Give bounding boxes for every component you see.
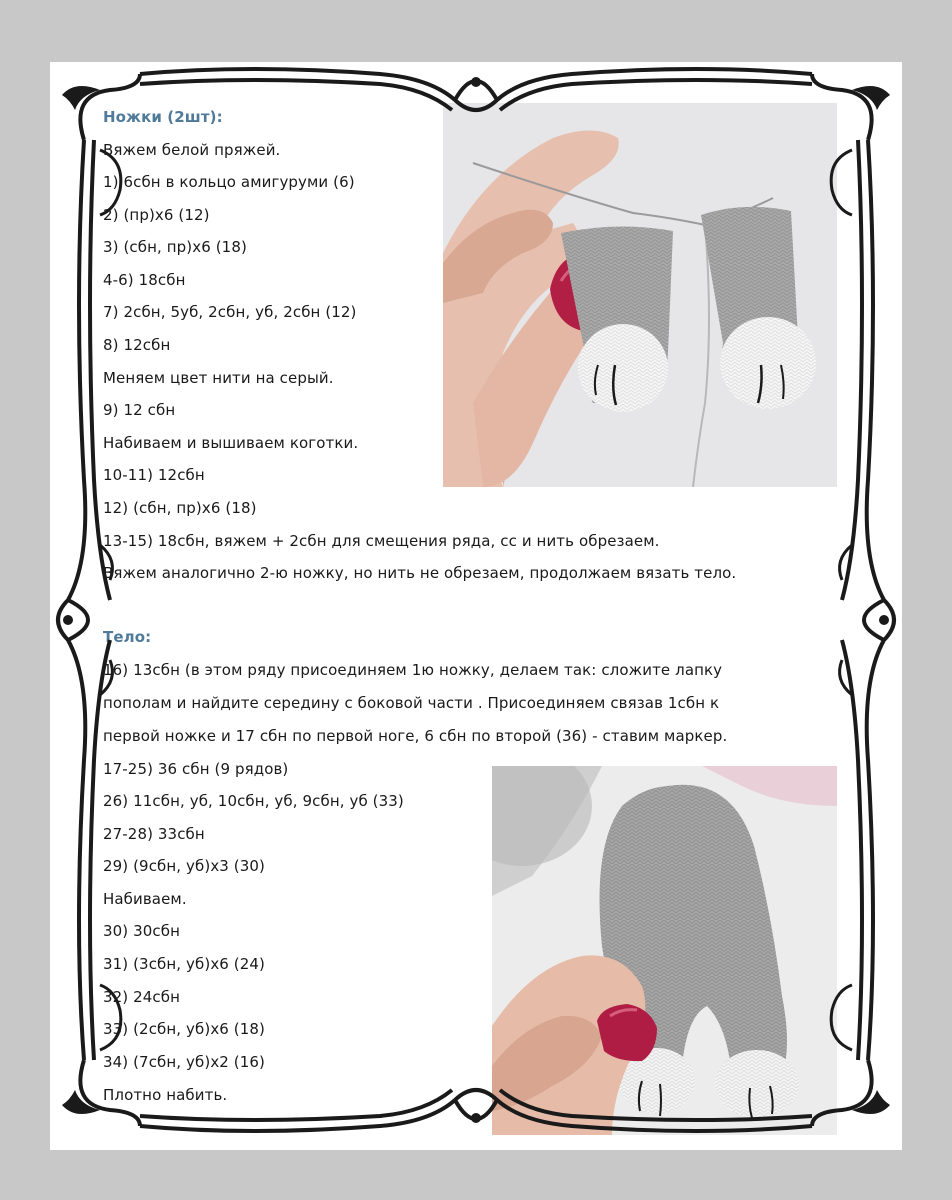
body-line: 33) (2сбн, уб)х6 (18) (103, 1020, 266, 1038)
legs-line: 1) 6сбн в кольцо амигуруми (6) (103, 173, 355, 191)
legs-line: 9) 12 сбн (103, 401, 176, 419)
legs-line: Вяжем аналогично 2-ю ножку, но нить не обрезаем, продолжаем вязать тело. (103, 564, 737, 582)
legs-line: 10-11) 12сбн (103, 466, 205, 484)
body-line: 17-25) 36 сбн (9 рядов) (103, 760, 289, 778)
body-line: 27-28) 33сбн (103, 825, 205, 843)
legs-line: 13-15) 18сбн, вяжем + 2сбн для смещения ряда, сс и нить обрезаем. (103, 532, 660, 550)
body-line: 16) 13сбн (в этом ряду присоединяем 1ю ножку, делаем так: сложите лапку (103, 661, 723, 679)
legs-line: Набиваем и вышиваем коготки. (103, 434, 359, 452)
legs-line: 8) 12сбн (103, 336, 171, 354)
legs-line: 12) (сбн, пр)х6 (18) (103, 499, 257, 517)
legs-line: 4-6) 18сбн (103, 271, 186, 289)
legs-line: 3) (сбн, пр)х6 (18) (103, 238, 247, 256)
body-line: 30) 30сбн (103, 922, 180, 940)
body-line: первой ножке и 17 сбн по первой ноге, 6 сбн по второй (36) - ставим маркер. (103, 727, 728, 745)
body-line: Набиваем. (103, 890, 187, 908)
body-line: пополам и найдите середину с боковой части . Присоединяем связав 1сбн к (103, 694, 720, 712)
body-line: 26) 11сбн, уб, 10сбн, уб, 9сбн, уб (33) (103, 792, 404, 810)
body-line: 34) (7сбн, уб)х2 (16) (103, 1053, 266, 1071)
legs-heading: Ножки (2шт): (103, 108, 223, 126)
legs-line: Вяжем белой пряжей. (103, 141, 281, 159)
legs-line: Меняем цвет нити на серый. (103, 369, 334, 387)
body-line: Плотно набить. (103, 1086, 228, 1104)
body-line: 32) 24сбн (103, 988, 180, 1006)
body-line: 31) (3сбн, уб)х6 (24) (103, 955, 266, 973)
body-heading: Тело: (103, 628, 152, 646)
legs-photo (443, 103, 837, 487)
legs-line: 2) (пр)х6 (12) (103, 206, 210, 224)
body-line: 29) (9сбн, уб)х3 (30) (103, 857, 266, 875)
legs-line: 7) 2сбн, 5уб, 2сбн, уб, 2сбн (12) (103, 303, 357, 321)
body-photo (492, 766, 837, 1135)
